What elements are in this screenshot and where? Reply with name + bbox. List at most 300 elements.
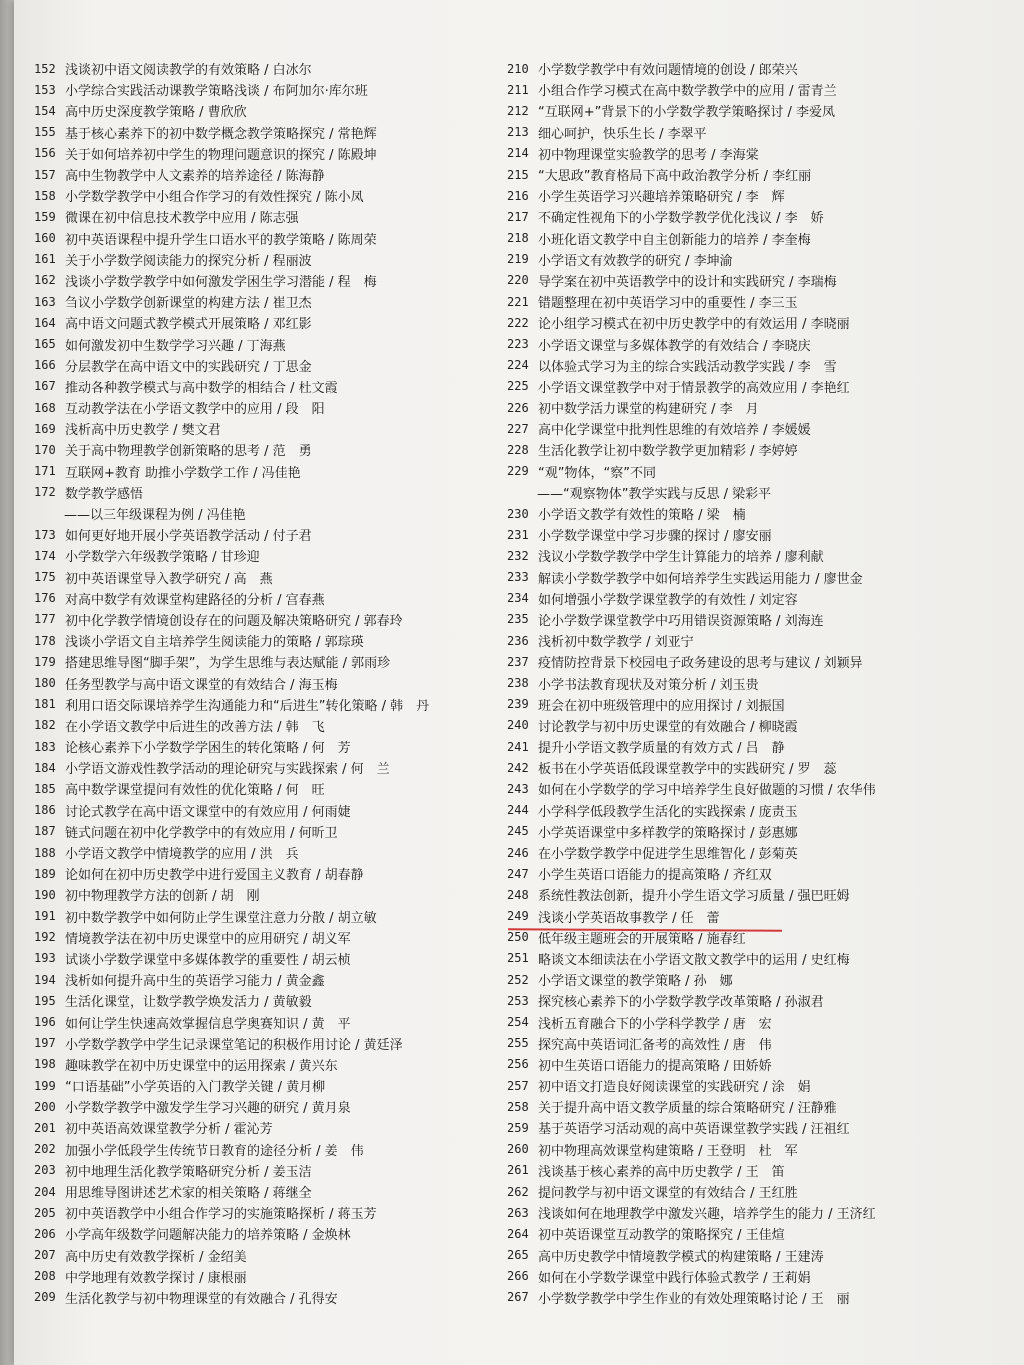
entry-number: 231: [507, 527, 529, 542]
entry-title-author: 微课在初中信息技术教学中应用 / 陈志强: [65, 211, 299, 227]
toc-entry: [34, 164, 504, 185]
toc-entry: [507, 1139, 1022, 1160]
entry-number: 155: [34, 125, 56, 140]
toc-entry: [34, 1139, 504, 1160]
entry-number: 260: [507, 1142, 529, 1157]
entry-number: 175: [34, 570, 56, 585]
entry-number: 186: [34, 803, 56, 818]
entry-title-author: 浅析五育融合下的小学科学教学 / 唐 宏: [538, 1016, 772, 1032]
entry-title-author: 提升小学语文教学质量的有效方式 / 吕 静: [538, 741, 785, 757]
toc-entry: [507, 249, 1022, 270]
toc-entry: [507, 884, 1022, 905]
entry-title-author: 高中历史教学中情境教学模式的构建策略 / 王建涛: [538, 1249, 824, 1265]
toc-entry: [507, 630, 1022, 651]
entry-title-author: 浅谈如何在地理教学中激发兴趣，培养学生的能力 / 王济红: [538, 1207, 876, 1223]
entry-title-author: 初中英语课程中提升学生口语水平的教学策略 / 陈周荣: [65, 232, 377, 248]
entry-number: 195: [34, 993, 56, 1008]
entry-title-author: 论小学数学课堂教学中巧用错误资源策略 / 刘海连: [538, 613, 824, 629]
entry-number: 163: [34, 294, 56, 309]
toc-entry: [34, 355, 504, 376]
entry-number: 206: [34, 1226, 56, 1241]
entry-title-author: 趣味教学在初中历史课堂中的运用探索 / 黄兴东: [65, 1058, 338, 1074]
entry-title-author: ——以三年级课程为例 / 冯佳艳: [64, 508, 246, 524]
entry-title-author: 浅谈小学语文自主培养学生阅读能力的策略 / 郭琮瑛: [65, 635, 364, 651]
toc-entry: [34, 1202, 504, 1223]
entry-title-author: 板书在小学英语低段课堂教学中的实践研究 / 罗 蕊: [538, 762, 837, 778]
entry-title-author: 基于核心素养下的初中数学概念教学策略探究 / 常艳辉: [65, 126, 377, 142]
toc-entry: [507, 228, 1022, 249]
toc-entry: [507, 312, 1022, 333]
entry-title-author: 初中英语高效课堂教学分析 / 霍沁芳: [65, 1122, 273, 1138]
entry-number: 152: [34, 61, 56, 76]
entry-title-author: 浅谈小学英语故事教学 / 任 蕾: [538, 910, 720, 926]
entry-title-author: 浅析高中历史教学 / 樊文君: [65, 423, 221, 439]
entry-title-author: 生活化课堂，让数学教学焕发活力 / 黄敏毅: [65, 995, 312, 1011]
toc-entry: [34, 249, 504, 270]
toc-entry: [34, 1266, 504, 1287]
toc-entry: [507, 122, 1022, 143]
toc-entry: [507, 588, 1022, 609]
toc-entry: [34, 672, 504, 693]
entry-title-author: ——“观察物体”教学实践与反思 / 梁彩平: [537, 486, 772, 502]
entry-title-author: 初中物理高效课堂构建策略 / 王登明 杜 军: [538, 1143, 798, 1159]
toc-entry: [507, 800, 1022, 821]
entry-number: 185: [34, 781, 56, 796]
entry-title-author: 加强小学低段学生传统节日教育的途径分析 / 姜 伟: [65, 1143, 364, 1159]
entry-number: 266: [507, 1269, 529, 1284]
entry-number: 246: [507, 845, 529, 860]
entry-number: 253: [507, 993, 529, 1008]
entry-title-author: 小学英语课堂中多样教学的策略探讨 / 彭惠娜: [538, 825, 798, 841]
entry-number: 199: [34, 1078, 56, 1093]
entry-title-author: 小学数学教学中学生作业的有效处理策略讨论 / 王 丽: [538, 1291, 850, 1307]
entry-number: 162: [34, 273, 56, 288]
entry-number: 180: [34, 676, 56, 691]
entry-title-author: 小学语文课堂教学中对于情景教学的高效应用 / 李艳红: [538, 380, 850, 396]
toc-entry: [507, 990, 1022, 1011]
toc-entry: [34, 863, 504, 884]
entry-number: 244: [507, 803, 529, 818]
entry-number: 160: [34, 231, 56, 246]
entry-number: 184: [34, 760, 56, 775]
entry-title-author: “互联网+”背景下的小学数学教学策略探讨 / 李爱凤: [538, 105, 836, 121]
toc-entry: [507, 651, 1022, 672]
toc-entry: [507, 1160, 1022, 1181]
entry-title-author: 不确定性视角下的小学数学教学优化浅议 / 李 娇: [538, 211, 824, 227]
entry-title-author: 略谈文本细读法在小学语文散文教学中的运用 / 史红梅: [538, 952, 850, 968]
entry-title-author: 论小组学习模式在初中历史教学中的有效运用 / 李晓丽: [538, 317, 850, 333]
entry-number: 248: [507, 887, 529, 902]
entry-title-author: 小学数学教学中小组合作学习的有效性探究 / 陈小凤: [65, 190, 364, 206]
toc-entry: [34, 439, 504, 460]
entry-title-author: 小组合作学习模式在高中数学教学中的应用 / 雷青兰: [538, 84, 837, 100]
entry-title-author: 班会在初中班级管理中的应用探讨 / 刘振国: [538, 698, 785, 714]
toc-entry: [507, 524, 1022, 545]
entry-title-author: 高中语文问题式教学模式开展策略 / 邓红影: [65, 317, 312, 333]
entry-title-author: 搭建思维导图“脚手架”，为学生思维与表达赋能 / 郭雨珍: [65, 656, 391, 672]
entry-number: 183: [34, 739, 56, 754]
entry-title-author: 如何增强小学数学课堂教学的有效性 / 刘定容: [538, 592, 798, 608]
toc-entry: [507, 778, 1022, 799]
entry-title-author: 浅谈初中语文阅读教学的有效策略 / 白冰尔: [65, 63, 312, 79]
toc-entry: [507, 270, 1022, 291]
entry-number: 254: [507, 1015, 529, 1030]
toc-entry: [34, 228, 504, 249]
toc-entry: [34, 333, 504, 354]
toc-entry: [34, 1054, 504, 1075]
entry-title-author: 初中英语教学中小组合作学习的实施策略探析 / 蒋玉芳: [65, 1207, 377, 1223]
toc-entry: [34, 100, 504, 121]
entry-title-author: 互联网+教育 助推小学数学工作 / 冯佳艳: [65, 465, 301, 481]
toc-entry: [507, 291, 1022, 312]
entry-number: 216: [507, 188, 529, 203]
entry-number: 219: [507, 252, 529, 267]
entry-number: 158: [34, 188, 56, 203]
entry-title-author: 浅谈基于核心素养的高中历史教学 / 王 笛: [538, 1164, 785, 1180]
entry-title-author: 高中历史有效教学探析 / 金绍美: [65, 1249, 247, 1265]
entry-number: 191: [34, 909, 56, 924]
entry-number: 169: [34, 421, 56, 436]
toc-entry: [34, 588, 504, 609]
toc-entry: [34, 927, 504, 948]
entry-number: 218: [507, 231, 529, 246]
entry-number: 164: [34, 315, 56, 330]
entry-number: 236: [507, 633, 529, 648]
entry-title-author: 浅谈小学数学教学中如何激发学困生学习潜能 / 程 梅: [65, 274, 377, 290]
entry-title-author: 如何让学生快速高效掌握信息学奥赛知识 / 黄 平: [65, 1016, 351, 1032]
entry-number: 258: [507, 1099, 529, 1114]
entry-number: 154: [34, 103, 56, 118]
entry-number: 239: [507, 697, 529, 712]
toc-entry: [34, 1033, 504, 1054]
entry-number: 225: [507, 379, 529, 394]
toc-entry: [507, 545, 1022, 566]
entry-number: 240: [507, 718, 529, 733]
toc-entry: [34, 630, 504, 651]
toc-entry: [507, 439, 1022, 460]
entry-number: 197: [34, 1036, 56, 1051]
entry-title-author: 浅析初中数学教学 / 刘亚宁: [538, 635, 694, 651]
entry-number: 179: [34, 654, 56, 669]
entry-number: 159: [34, 209, 56, 224]
toc-entry: [507, 355, 1022, 376]
entry-title-author: 分层教学在高中语文中的实践研究 / 丁思金: [65, 359, 312, 375]
entry-title-author: 初中英语课堂互动教学的策略探究 / 王佳煊: [538, 1228, 785, 1244]
entry-title-author: 疫情防控背景下校园电子政务建设的思考与建议 / 刘颖异: [538, 656, 863, 672]
toc-entry: [34, 482, 504, 503]
entry-title-author: 对高中数学有效课堂构建路径的分析 / 宫春燕: [65, 592, 325, 608]
entry-number: 193: [34, 951, 56, 966]
entry-number: 242: [507, 760, 529, 775]
entry-title-author: 讨论教学与初中历史课堂的有效融合 / 柳晓霞: [538, 719, 798, 735]
entry-number: 226: [507, 400, 529, 415]
entry-title-author: 论核心素养下小学数学学困生的转化策略 / 何 芳: [65, 741, 351, 757]
entry-title-author: 小学语文课堂与多媒体教学的有效结合 / 李晓庆: [538, 338, 811, 354]
toc-entry: [507, 1202, 1022, 1223]
entry-title-author: 互动教学法在小学语文教学中的应用 / 段 阳: [65, 402, 325, 418]
entry-number: 230: [507, 506, 529, 521]
entry-title-author: 以体验式学习为主的综合实践活动教学实践 / 李 雪: [538, 359, 837, 375]
entry-title-author: 小学数学教学中有效问题情境的创设 / 郎荣兴: [538, 63, 798, 79]
entry-number: 229: [507, 464, 529, 479]
toc-entry: [507, 1054, 1022, 1075]
entry-number: 189: [34, 866, 56, 881]
entry-title-author: 初中数学活力课堂的构建研究 / 李 月: [538, 402, 759, 418]
toc-entry: [507, 1011, 1022, 1032]
entry-number: 232: [507, 548, 529, 563]
entry-title-author: 小学语文教学中情境教学的应用 / 洪 兵: [65, 847, 299, 863]
toc-entry: [507, 1117, 1022, 1138]
toc-entry: [34, 461, 504, 482]
toc-entry: [34, 418, 504, 439]
toc-column-left: [34, 58, 504, 1308]
entry-title-author: 浅析如何提升高中生的英语学习能力 / 黄金鑫: [65, 974, 325, 990]
toc-entry: [34, 969, 504, 990]
entry-number: 204: [34, 1184, 56, 1199]
toc-entry: [507, 397, 1022, 418]
toc-entry: [507, 143, 1022, 164]
toc-entry: [507, 503, 1022, 524]
entry-title-author: 利用口语交际课培养学生沟通能力和“后进生”转化策略 / 韩 丹: [65, 698, 430, 714]
entry-number: 168: [34, 400, 56, 415]
toc-entry: [34, 609, 504, 630]
entry-title-author: 关于小学数学阅读能力的探究分析 / 程丽波: [65, 253, 312, 269]
entry-title-author: 小学数学六年级教学策略 / 甘珍迎: [65, 550, 260, 566]
toc-entry: [34, 524, 504, 545]
entry-number: 194: [34, 972, 56, 987]
entry-title-author: 关于高中物理教学创新策略的思考 / 范 勇: [65, 444, 312, 460]
toc-entry: [507, 461, 1022, 482]
entry-title-author: 讨论式教学在高中语文课堂中的有效应用 / 何雨婕: [65, 804, 351, 820]
toc-entry: [34, 906, 504, 927]
entry-number: 181: [34, 697, 56, 712]
entry-number: 243: [507, 781, 529, 796]
toc-entry: [507, 842, 1022, 863]
toc-entry: [507, 1287, 1022, 1308]
entry-number: 201: [34, 1120, 56, 1135]
entry-title-author: 论如何在初中历史教学中进行爱国主义教育 / 胡春静: [65, 868, 364, 884]
entry-title-author: 高中生物教学中人文素养的培养途径 / 陈海静: [65, 169, 325, 185]
toc-entry: [34, 545, 504, 566]
toc-entry: [507, 672, 1022, 693]
entry-title-author: “观”物体，“察”不同: [538, 465, 656, 481]
entry-number: 212: [507, 103, 529, 118]
toc-entry: [34, 990, 504, 1011]
toc-entry: [34, 1181, 504, 1202]
entry-number: 173: [34, 527, 56, 542]
entry-title-author: 在小学数学教学中促进学生思维智化 / 彭菊英: [538, 847, 798, 863]
entry-title-author: 链式问题在初中化学教学中的有效应用 / 何昕卫: [65, 825, 338, 841]
toc-entry: [34, 567, 504, 588]
entry-number: 177: [34, 612, 56, 627]
entry-number: 255: [507, 1036, 529, 1051]
entry-title-author: 低年级主题班会的开展策略 / 施春红: [538, 931, 746, 947]
toc-entry: [507, 821, 1022, 842]
entry-number: 210: [507, 61, 529, 76]
entry-number: 171: [34, 464, 56, 479]
entry-number: 205: [34, 1205, 56, 1220]
entry-number: 202: [34, 1142, 56, 1157]
toc-entry: [34, 1011, 504, 1032]
entry-title-author: 小学生英语学习兴趣培养策略研究 / 李 辉: [538, 190, 785, 206]
toc-entry: [34, 206, 504, 227]
toc-entry: [34, 1245, 504, 1266]
entry-title-author: 小学语文课堂的教学策略 / 孙 娜: [538, 974, 733, 990]
toc-entry: [34, 778, 504, 799]
entry-title-author: 推动各种教学模式与高中数学的相结合 / 杜文霞: [65, 380, 338, 396]
entry-number: 187: [34, 824, 56, 839]
entry-title-author: 基于英语学习活动观的高中英语课堂教学实践 / 汪祖红: [538, 1122, 850, 1138]
entry-title-author: 情境教学法在初中历史课堂中的应用研究 / 胡义军: [65, 931, 351, 947]
entry-title-author: 初中数学教学中如何防止学生课堂注意力分散 / 胡立敏: [65, 910, 377, 926]
toc-entry: [507, 736, 1022, 757]
entry-number: 257: [507, 1078, 529, 1093]
entry-number: 265: [507, 1248, 529, 1263]
entry-title-author: 系统性教法创新，提升小学生语文学习质量 / 强巴旺姆: [538, 889, 850, 905]
entry-number: 198: [34, 1057, 56, 1072]
toc-entry: [34, 1117, 504, 1138]
entry-title-author: 初中地理生活化教学策略研究分析 / 姜玉洁: [65, 1164, 312, 1180]
entry-number: 161: [34, 252, 56, 267]
entry-number: 182: [34, 718, 56, 733]
entry-title-author: 小学数学课堂中学习步骤的探讨 / 廖安丽: [538, 529, 772, 545]
entry-title-author: 初中生英语口语能力的提高策略 / 田娇娇: [538, 1058, 772, 1074]
toc-entry: [34, 291, 504, 312]
entry-number: 251: [507, 951, 529, 966]
toc-entry: [34, 757, 504, 778]
entry-title-author: 探究核心素养下的小学数学教学改革策略 / 孙淑君: [538, 995, 824, 1011]
toc-entry: [34, 651, 504, 672]
entry-title-author: 如何在小学数学课堂中践行体验式教学 / 王莉娟: [538, 1270, 811, 1286]
toc-column-right: [507, 58, 1022, 1308]
entry-title-author: 初中物理教学方法的创新 / 胡 刚: [65, 889, 260, 905]
entry-number: 256: [507, 1057, 529, 1072]
toc-entry: [34, 948, 504, 969]
entry-number: 178: [34, 633, 56, 648]
entry-number: 233: [507, 570, 529, 585]
toc-entry: [507, 206, 1022, 227]
entry-number: 227: [507, 421, 529, 436]
toc-entry: [507, 863, 1022, 884]
toc-entry: [34, 270, 504, 291]
toc-entry: [34, 1287, 504, 1308]
document-page: [14, 0, 1024, 1365]
entry-title-author: 如何激发初中生数学学习兴趣 / 丁海燕: [65, 338, 286, 354]
toc-entry: [34, 397, 504, 418]
entry-number: 170: [34, 442, 56, 457]
entry-number: 267: [507, 1290, 529, 1305]
entry-title-author: 小学语文游戏性教学活动的理论研究与实践探索 / 何 兰: [65, 762, 390, 778]
entry-number: 220: [507, 273, 529, 288]
toc-entry: [507, 948, 1022, 969]
toc-entry: [34, 143, 504, 164]
entry-number: 238: [507, 676, 529, 691]
entry-number: 207: [34, 1248, 56, 1263]
toc-entry: [507, 715, 1022, 736]
toc-entry: [507, 906, 1022, 927]
entry-title-author: 高中化学课堂中批判性思维的有效培养 / 李媛媛: [538, 423, 811, 439]
entry-title-author: 用思维导图讲述艺术家的相关策略 / 蒋继全: [65, 1186, 312, 1202]
entry-number: 208: [34, 1269, 56, 1284]
entry-number: 217: [507, 209, 529, 224]
toc-entry: [507, 376, 1022, 397]
entry-number: 167: [34, 379, 56, 394]
entry-title-author: 小学数学教学中学生记录课堂笔记的积极作用讨论 / 黄廷泽: [65, 1037, 403, 1053]
toc-entry: [507, 164, 1022, 185]
book-binding: [0, 0, 14, 1365]
entry-title-author: 试谈小学数学课堂中多媒体教学的重要性 / 胡云桢: [65, 952, 351, 968]
toc-entry: [507, 79, 1022, 100]
entry-number: 224: [507, 358, 529, 373]
entry-title-author: 小学生英语口语能力的提高策略 / 齐红双: [538, 868, 772, 884]
entry-number: 241: [507, 739, 529, 754]
entry-number: 215: [507, 167, 529, 182]
entry-title-author: 中学地理有效教学探讨 / 康根丽: [65, 1270, 247, 1286]
entry-number: 172: [34, 485, 56, 500]
entry-title-author: 生活化教学与初中物理课堂的有效融合 / 孔得安: [65, 1291, 338, 1307]
toc-entry: [34, 736, 504, 757]
entry-title-author: 任务型教学与高中语文课堂的有效结合 / 海玉梅: [65, 677, 338, 693]
entry-number: 262: [507, 1184, 529, 1199]
entry-number: 211: [507, 82, 529, 97]
toc-entry: [34, 1160, 504, 1181]
toc-entry: [507, 185, 1022, 206]
toc-entry: [34, 58, 504, 79]
toc-entry: [507, 333, 1022, 354]
entry-number: 174: [34, 548, 56, 563]
entry-number: 261: [507, 1163, 529, 1178]
toc-entry: [34, 842, 504, 863]
toc-entry: [507, 969, 1022, 990]
toc-entry: [34, 1075, 504, 1096]
toc-entry: [507, 1033, 1022, 1054]
toc-entry: [34, 694, 504, 715]
entry-number: 196: [34, 1015, 56, 1030]
toc-entry: [507, 609, 1022, 630]
toc-entry: [34, 79, 504, 100]
entry-title-author: 小学语文教学有效性的策略 / 梁 楠: [538, 508, 746, 524]
entry-title-author: 浅议小学数学教学中学生计算能力的培养 / 廖利献: [538, 550, 824, 566]
entry-title-author: 刍议小学数学创新课堂的构建方法 / 崔卫杰: [65, 296, 312, 312]
entry-number: 222: [507, 315, 529, 330]
entry-title-author: 细心呵护，快乐生长 / 李翠平: [538, 126, 707, 142]
entry-title-author: 初中英语课堂导入教学研究 / 高 燕: [65, 571, 273, 587]
entry-title-author: “口语基础”小学英语的入门教学关键 / 黄月柳: [65, 1080, 326, 1096]
entry-number: 263: [507, 1205, 529, 1220]
entry-number: 252: [507, 972, 529, 987]
toc-entry: [34, 185, 504, 206]
toc-entry: [34, 884, 504, 905]
entry-title-author: 小学科学低段教学生活化的实践探索 / 庞责玉: [538, 804, 798, 820]
toc-entry: [507, 1096, 1022, 1117]
entry-title-author: 初中物理课堂实验教学的思考 / 李海棠: [538, 147, 759, 163]
entry-number: 249: [507, 909, 529, 924]
entry-number: 228: [507, 442, 529, 457]
entry-title-author: 探究高中英语词汇备考的高效性 / 唐 伟: [538, 1037, 772, 1053]
entry-number: 259: [507, 1120, 529, 1135]
entry-title-author: 提问教学与初中语文课堂的有效结合 / 王红胜: [538, 1186, 798, 1202]
toc-entry: [34, 800, 504, 821]
toc-entry: [507, 694, 1022, 715]
entry-title-author: 小学高年级数学问题解决能力的培养策略 / 金焕林: [65, 1228, 351, 1244]
entry-title-author: 初中化学教学情境创设存在的问题及解决策略研究 / 郭春玲: [65, 613, 403, 629]
entry-number: 176: [34, 591, 56, 606]
entry-number: 245: [507, 824, 529, 839]
entry-number: 209: [34, 1290, 56, 1305]
toc-entry: [34, 312, 504, 333]
entry-number: 234: [507, 591, 529, 606]
toc-entry: [507, 1266, 1022, 1287]
